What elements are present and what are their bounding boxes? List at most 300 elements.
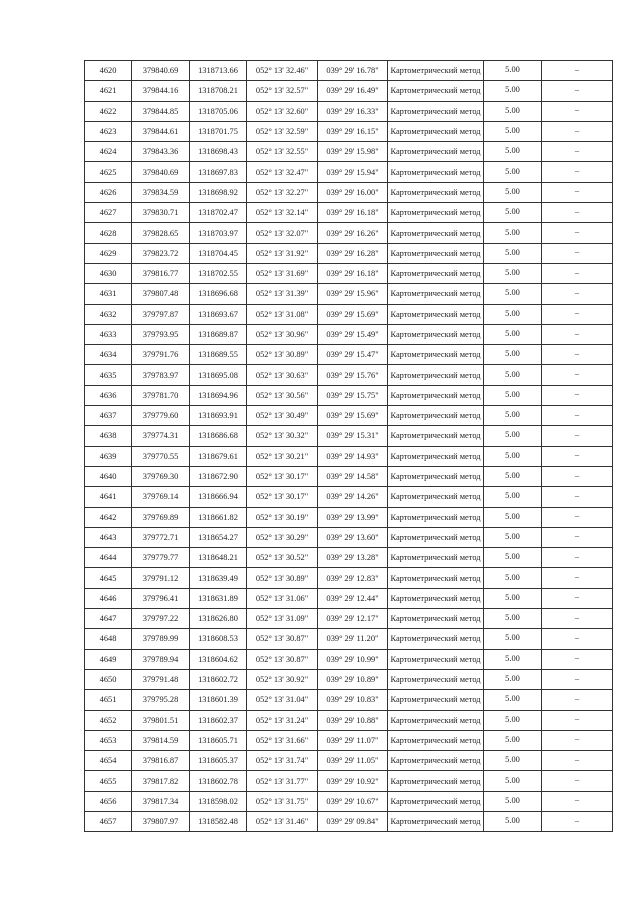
note-value: – bbox=[574, 612, 580, 622]
longitude-cell: 039° 29' 14.26" bbox=[318, 487, 388, 507]
y-coordinate-cell: 1318698.43 bbox=[190, 142, 247, 162]
latitude-cell: 052° 13' 31.09" bbox=[247, 609, 318, 629]
x-coordinate-cell: 379772.71 bbox=[132, 527, 190, 547]
x-coordinate-cell: 379844.61 bbox=[132, 121, 190, 141]
accuracy-value: 5.00 bbox=[505, 694, 520, 704]
note-cell bbox=[542, 629, 613, 649]
method-cell: Картометрический метод bbox=[388, 690, 484, 710]
latitude-cell: 052° 13' 31.77" bbox=[247, 771, 318, 791]
accuracy-value: 5.00 bbox=[505, 146, 520, 156]
note-value: – bbox=[574, 105, 580, 115]
note-cell bbox=[542, 345, 613, 365]
method-cell: Картометрический метод bbox=[388, 446, 484, 466]
accuracy-value: 5.00 bbox=[505, 329, 520, 338]
accuracy-value: 5.00 bbox=[505, 714, 520, 724]
accuracy-value: 5.00 bbox=[505, 105, 520, 115]
note-value: – bbox=[574, 632, 580, 642]
accuracy-value: 5.00 bbox=[505, 207, 520, 217]
x-coordinate-cell: 379823.72 bbox=[132, 243, 190, 263]
accuracy-value: 5.00 bbox=[505, 755, 520, 765]
method-cell: Картометрический метод bbox=[388, 751, 484, 771]
method-cell: Картометрический метод bbox=[388, 669, 484, 689]
accuracy-cell bbox=[484, 730, 542, 750]
note-cell bbox=[542, 751, 613, 771]
point-number-cell: 4636 bbox=[85, 385, 132, 405]
longitude-cell: 039° 29' 11.05" bbox=[318, 751, 388, 771]
method-cell: Картометрический метод bbox=[388, 406, 484, 426]
longitude-cell: 039° 29' 15.76" bbox=[318, 365, 388, 385]
accuracy-value: 5.00 bbox=[505, 369, 520, 379]
x-coordinate-cell: 379769.14 bbox=[132, 487, 190, 507]
latitude-cell: 052° 13' 30.63" bbox=[247, 365, 318, 385]
table-row bbox=[85, 629, 613, 649]
table-row bbox=[85, 609, 613, 629]
table-row bbox=[85, 223, 613, 243]
note-value: – bbox=[574, 450, 580, 460]
x-coordinate-cell: 379779.60 bbox=[132, 406, 190, 426]
note-cell bbox=[542, 730, 613, 750]
note-value: – bbox=[574, 84, 580, 94]
longitude-cell: 039° 29' 15.69" bbox=[318, 304, 388, 324]
note-value: – bbox=[574, 308, 580, 318]
y-coordinate-cell: 1318672.90 bbox=[190, 466, 247, 486]
note-value: – bbox=[574, 64, 580, 74]
latitude-cell: 052° 13' 30.96" bbox=[247, 324, 318, 344]
latitude-cell: 052° 13' 32.46" bbox=[247, 61, 318, 81]
accuracy-value: 5.00 bbox=[505, 653, 520, 663]
accuracy-cell bbox=[484, 609, 542, 629]
accuracy-value: 5.00 bbox=[505, 247, 520, 257]
x-coordinate-cell: 379791.12 bbox=[132, 568, 190, 588]
table-row bbox=[85, 365, 613, 385]
table-row bbox=[85, 548, 613, 568]
note-value: – bbox=[574, 287, 580, 297]
longitude-cell: 039° 29' 09.84" bbox=[318, 811, 388, 831]
note-cell bbox=[542, 81, 613, 101]
accuracy-cell bbox=[484, 426, 542, 446]
accuracy-cell bbox=[484, 669, 542, 689]
x-coordinate-cell: 379844.16 bbox=[132, 81, 190, 101]
latitude-cell: 052° 13' 32.57" bbox=[247, 81, 318, 101]
x-coordinate-cell: 379791.76 bbox=[132, 345, 190, 365]
accuracy-value: 5.00 bbox=[505, 795, 520, 805]
table-row bbox=[85, 710, 613, 730]
point-number-cell: 4626 bbox=[85, 182, 132, 202]
note-value: – bbox=[574, 754, 580, 764]
y-coordinate-cell: 1318695.08 bbox=[190, 365, 247, 385]
y-coordinate-cell: 1318705.06 bbox=[190, 101, 247, 121]
longitude-cell: 039° 29' 15.31" bbox=[318, 426, 388, 446]
latitude-cell: 052° 13' 30.52" bbox=[247, 548, 318, 568]
accuracy-cell bbox=[484, 385, 542, 405]
note-cell bbox=[542, 609, 613, 629]
longitude-cell: 039° 29' 16.28" bbox=[318, 243, 388, 263]
table-row bbox=[85, 588, 613, 608]
accuracy-cell bbox=[484, 507, 542, 527]
latitude-cell: 052° 13' 30.92" bbox=[247, 669, 318, 689]
y-coordinate-cell: 1318661.82 bbox=[190, 507, 247, 527]
y-coordinate-cell: 1318598.02 bbox=[190, 791, 247, 811]
table-row bbox=[85, 730, 613, 750]
table-row bbox=[85, 121, 613, 141]
latitude-cell: 052° 13' 31.39" bbox=[247, 284, 318, 304]
note-value: – bbox=[574, 328, 580, 338]
note-value: – bbox=[574, 531, 580, 541]
note-value: – bbox=[574, 145, 580, 155]
latitude-cell: 052° 13' 32.27" bbox=[247, 182, 318, 202]
point-number-cell: 4646 bbox=[85, 588, 132, 608]
accuracy-value: 5.00 bbox=[505, 450, 520, 460]
accuracy-value: 5.00 bbox=[505, 816, 520, 826]
accuracy-value: 5.00 bbox=[505, 613, 520, 623]
method-cell: Картометрический метод bbox=[388, 263, 484, 283]
longitude-cell: 039° 29' 15.98" bbox=[318, 142, 388, 162]
table-row bbox=[85, 61, 613, 81]
x-coordinate-cell: 379781.70 bbox=[132, 385, 190, 405]
table-row bbox=[85, 162, 613, 182]
point-number-cell: 4650 bbox=[85, 669, 132, 689]
note-cell bbox=[542, 588, 613, 608]
accuracy-cell bbox=[484, 527, 542, 547]
y-coordinate-cell: 1318689.55 bbox=[190, 345, 247, 365]
accuracy-cell bbox=[484, 446, 542, 466]
accuracy-value: 5.00 bbox=[505, 166, 520, 176]
x-coordinate-cell: 379769.89 bbox=[132, 507, 190, 527]
table-row bbox=[85, 527, 613, 547]
longitude-cell: 039° 29' 16.26" bbox=[318, 223, 388, 243]
y-coordinate-cell: 1318693.67 bbox=[190, 304, 247, 324]
method-cell: Картометрический метод bbox=[388, 629, 484, 649]
latitude-cell: 052° 13' 30.29" bbox=[247, 527, 318, 547]
method-cell: Картометрический метод bbox=[388, 588, 484, 608]
latitude-cell: 052° 13' 32.14" bbox=[247, 203, 318, 223]
y-coordinate-cell: 1318602.78 bbox=[190, 771, 247, 791]
point-number-cell: 4643 bbox=[85, 527, 132, 547]
accuracy-value: 5.00 bbox=[505, 572, 520, 582]
note-cell bbox=[542, 263, 613, 283]
point-number-cell: 4654 bbox=[85, 751, 132, 771]
point-number-cell: 4645 bbox=[85, 568, 132, 588]
latitude-cell: 052° 13' 32.47" bbox=[247, 162, 318, 182]
point-number-cell: 4624 bbox=[85, 142, 132, 162]
x-coordinate-cell: 379843.36 bbox=[132, 142, 190, 162]
accuracy-cell bbox=[484, 568, 542, 588]
longitude-cell: 039° 29' 16.49" bbox=[318, 81, 388, 101]
longitude-cell: 039° 29' 10.67" bbox=[318, 791, 388, 811]
y-coordinate-cell: 1318704.45 bbox=[190, 243, 247, 263]
method-cell: Картометрический метод bbox=[388, 385, 484, 405]
longitude-cell: 039° 29' 10.83" bbox=[318, 690, 388, 710]
latitude-cell: 052° 13' 31.74" bbox=[247, 751, 318, 771]
point-number-cell: 4644 bbox=[85, 548, 132, 568]
latitude-cell: 052° 13' 30.56" bbox=[247, 385, 318, 405]
accuracy-cell bbox=[484, 304, 542, 324]
accuracy-value: 5.00 bbox=[505, 734, 520, 744]
note-value: – bbox=[574, 389, 580, 399]
point-number-cell: 4648 bbox=[85, 629, 132, 649]
point-number-cell: 4652 bbox=[85, 710, 132, 730]
latitude-cell: 052° 13' 31.92" bbox=[247, 243, 318, 263]
note-cell bbox=[542, 568, 613, 588]
longitude-cell: 039° 29' 14.93" bbox=[318, 446, 388, 466]
latitude-cell: 052° 13' 31.06" bbox=[247, 588, 318, 608]
table-row bbox=[85, 81, 613, 101]
table-row bbox=[85, 507, 613, 527]
note-value: – bbox=[574, 369, 580, 379]
longitude-cell: 039° 29' 16.15" bbox=[318, 121, 388, 141]
table-row bbox=[85, 426, 613, 446]
accuracy-cell bbox=[484, 121, 542, 141]
longitude-cell: 039° 29' 16.33" bbox=[318, 101, 388, 121]
longitude-cell: 039° 29' 15.96" bbox=[318, 284, 388, 304]
note-cell bbox=[542, 527, 613, 547]
y-coordinate-cell: 1318713.66 bbox=[190, 61, 247, 81]
note-value: – bbox=[574, 227, 580, 237]
y-coordinate-cell: 1318639.49 bbox=[190, 568, 247, 588]
method-cell: Картометрический метод bbox=[388, 142, 484, 162]
accuracy-cell bbox=[484, 710, 542, 730]
method-cell: Картометрический метод bbox=[388, 182, 484, 202]
latitude-cell: 052° 13' 31.08" bbox=[247, 304, 318, 324]
longitude-cell: 039° 29' 13.28" bbox=[318, 548, 388, 568]
longitude-cell: 039° 29' 13.99" bbox=[318, 507, 388, 527]
note-cell bbox=[542, 304, 613, 324]
point-number-cell: 4622 bbox=[85, 101, 132, 121]
accuracy-cell bbox=[484, 365, 542, 385]
latitude-cell: 052° 13' 30.89" bbox=[247, 568, 318, 588]
y-coordinate-cell: 1318654.27 bbox=[190, 527, 247, 547]
method-cell: Картометрический метод bbox=[388, 730, 484, 750]
accuracy-cell bbox=[484, 223, 542, 243]
accuracy-value: 5.00 bbox=[505, 288, 520, 298]
point-number-cell: 4625 bbox=[85, 162, 132, 182]
note-cell bbox=[542, 690, 613, 710]
point-number-cell: 4623 bbox=[85, 121, 132, 141]
note-cell bbox=[542, 243, 613, 263]
note-value: – bbox=[574, 206, 580, 216]
accuracy-value: 5.00 bbox=[505, 308, 520, 318]
note-value: – bbox=[574, 653, 580, 663]
y-coordinate-cell: 1318697.83 bbox=[190, 162, 247, 182]
note-value: – bbox=[574, 775, 580, 785]
note-cell bbox=[542, 669, 613, 689]
note-value: – bbox=[574, 714, 580, 724]
method-cell: Картометрический метод bbox=[388, 710, 484, 730]
x-coordinate-cell: 379797.22 bbox=[132, 609, 190, 629]
point-number-cell: 4653 bbox=[85, 730, 132, 750]
table-row bbox=[85, 182, 613, 202]
x-coordinate-cell: 379791.48 bbox=[132, 669, 190, 689]
note-cell bbox=[542, 61, 613, 81]
longitude-cell: 039° 29' 12.17" bbox=[318, 609, 388, 629]
x-coordinate-cell: 379807.48 bbox=[132, 284, 190, 304]
note-cell bbox=[542, 223, 613, 243]
note-cell bbox=[542, 649, 613, 669]
table-row bbox=[85, 101, 613, 121]
latitude-cell: 052° 13' 30.87" bbox=[247, 649, 318, 669]
x-coordinate-cell: 379807.97 bbox=[132, 811, 190, 831]
note-cell bbox=[542, 710, 613, 730]
y-coordinate-cell: 1318708.21 bbox=[190, 81, 247, 101]
y-coordinate-cell: 1318602.37 bbox=[190, 710, 247, 730]
accuracy-cell bbox=[484, 487, 542, 507]
accuracy-value: 5.00 bbox=[505, 227, 520, 237]
y-coordinate-cell: 1318686.68 bbox=[190, 426, 247, 446]
note-value: – bbox=[574, 693, 580, 703]
y-coordinate-cell: 1318602.72 bbox=[190, 669, 247, 689]
accuracy-value: 5.00 bbox=[505, 511, 520, 521]
x-coordinate-cell: 379816.77 bbox=[132, 263, 190, 283]
accuracy-cell bbox=[484, 588, 542, 608]
y-coordinate-cell: 1318702.55 bbox=[190, 263, 247, 283]
longitude-cell: 039° 29' 16.18" bbox=[318, 203, 388, 223]
note-cell bbox=[542, 811, 613, 831]
latitude-cell: 052° 13' 31.66" bbox=[247, 730, 318, 750]
point-number-cell: 4633 bbox=[85, 324, 132, 344]
accuracy-value: 5.00 bbox=[505, 592, 520, 602]
table-row bbox=[85, 304, 613, 324]
point-number-cell: 4649 bbox=[85, 649, 132, 669]
accuracy-cell bbox=[484, 466, 542, 486]
y-coordinate-cell: 1318689.87 bbox=[190, 324, 247, 344]
table-row bbox=[85, 669, 613, 689]
point-number-cell: 4641 bbox=[85, 487, 132, 507]
latitude-cell: 052° 13' 32.60" bbox=[247, 101, 318, 121]
point-number-cell: 4630 bbox=[85, 263, 132, 283]
latitude-cell: 052° 13' 30.32" bbox=[247, 426, 318, 446]
accuracy-cell bbox=[484, 811, 542, 831]
longitude-cell: 039° 29' 11.07" bbox=[318, 730, 388, 750]
note-value: – bbox=[574, 409, 580, 419]
x-coordinate-cell: 379783.97 bbox=[132, 365, 190, 385]
table-row bbox=[85, 324, 613, 344]
note-cell bbox=[542, 446, 613, 466]
method-cell: Картометрический метод bbox=[388, 507, 484, 527]
y-coordinate-cell: 1318601.39 bbox=[190, 690, 247, 710]
method-cell: Картометрический метод bbox=[388, 466, 484, 486]
y-coordinate-cell: 1318702.47 bbox=[190, 203, 247, 223]
longitude-cell: 039° 29' 16.00" bbox=[318, 182, 388, 202]
latitude-cell: 052° 13' 30.87" bbox=[247, 629, 318, 649]
longitude-cell: 039° 29' 15.69" bbox=[318, 406, 388, 426]
accuracy-value: 5.00 bbox=[505, 531, 520, 541]
method-cell: Картометрический метод bbox=[388, 771, 484, 791]
y-coordinate-cell: 1318698.92 bbox=[190, 182, 247, 202]
x-coordinate-cell: 379789.99 bbox=[132, 629, 190, 649]
method-cell: Картометрический метод bbox=[388, 527, 484, 547]
x-coordinate-cell: 379779.77 bbox=[132, 548, 190, 568]
point-number-cell: 4655 bbox=[85, 771, 132, 791]
note-cell bbox=[542, 466, 613, 486]
point-number-cell: 4639 bbox=[85, 446, 132, 466]
longitude-cell: 039° 29' 12.83" bbox=[318, 568, 388, 588]
table-row bbox=[85, 791, 613, 811]
note-value: – bbox=[574, 490, 580, 500]
y-coordinate-cell: 1318679.61 bbox=[190, 446, 247, 466]
note-value: – bbox=[574, 247, 580, 257]
y-coordinate-cell: 1318694.96 bbox=[190, 385, 247, 405]
method-cell: Картометрический метод bbox=[388, 649, 484, 669]
method-cell: Картометрический метод bbox=[388, 345, 484, 365]
method-cell: Картометрический метод bbox=[388, 324, 484, 344]
point-number-cell: 4637 bbox=[85, 406, 132, 426]
note-cell bbox=[542, 406, 613, 426]
point-number-cell: 4656 bbox=[85, 791, 132, 811]
accuracy-value: 5.00 bbox=[505, 389, 520, 399]
x-coordinate-cell: 379789.94 bbox=[132, 649, 190, 669]
table-row bbox=[85, 385, 613, 405]
point-number-cell: 4657 bbox=[85, 811, 132, 831]
table-row bbox=[85, 406, 613, 426]
accuracy-cell bbox=[484, 324, 542, 344]
note-cell bbox=[542, 771, 613, 791]
point-number-cell: 4620 bbox=[85, 61, 132, 81]
note-value: – bbox=[574, 429, 580, 439]
point-number-cell: 4638 bbox=[85, 426, 132, 446]
accuracy-value: 5.00 bbox=[505, 430, 520, 440]
table-row bbox=[85, 243, 613, 263]
note-cell bbox=[542, 385, 613, 405]
y-coordinate-cell: 1318631.89 bbox=[190, 588, 247, 608]
x-coordinate-cell: 379796.41 bbox=[132, 588, 190, 608]
method-cell: Картометрический метод bbox=[388, 203, 484, 223]
point-number-cell: 4621 bbox=[85, 81, 132, 101]
longitude-cell: 039° 29' 10.99" bbox=[318, 649, 388, 669]
x-coordinate-cell: 379840.69 bbox=[132, 162, 190, 182]
accuracy-cell bbox=[484, 406, 542, 426]
latitude-cell: 052° 13' 30.17" bbox=[247, 466, 318, 486]
x-coordinate-cell: 379840.69 bbox=[132, 61, 190, 81]
table-row bbox=[85, 751, 613, 771]
accuracy-value: 5.00 bbox=[505, 633, 520, 643]
y-coordinate-cell: 1318648.21 bbox=[190, 548, 247, 568]
note-value: – bbox=[574, 815, 580, 825]
note-cell bbox=[542, 162, 613, 182]
table-row bbox=[85, 345, 613, 365]
point-number-cell: 4642 bbox=[85, 507, 132, 527]
accuracy-cell bbox=[484, 345, 542, 365]
latitude-cell: 052° 13' 31.46" bbox=[247, 811, 318, 831]
method-cell: Картометрический метод bbox=[388, 791, 484, 811]
x-coordinate-cell: 379817.82 bbox=[132, 771, 190, 791]
note-cell bbox=[542, 507, 613, 527]
point-number-cell: 4640 bbox=[85, 466, 132, 486]
method-cell: Картометрический метод bbox=[388, 365, 484, 385]
note-cell bbox=[542, 101, 613, 121]
longitude-cell: 039° 29' 16.78" bbox=[318, 61, 388, 81]
latitude-cell: 052° 13' 30.17" bbox=[247, 487, 318, 507]
longitude-cell: 039° 29' 10.89" bbox=[318, 669, 388, 689]
longitude-cell: 039° 29' 16.18" bbox=[318, 263, 388, 283]
accuracy-cell bbox=[484, 548, 542, 568]
accuracy-value: 5.00 bbox=[505, 410, 520, 420]
longitude-cell: 039° 29' 12.44" bbox=[318, 588, 388, 608]
accuracy-cell bbox=[484, 649, 542, 669]
latitude-cell: 052° 13' 32.07" bbox=[247, 223, 318, 243]
table-row bbox=[85, 690, 613, 710]
note-value: – bbox=[574, 592, 580, 602]
y-coordinate-cell: 1318693.91 bbox=[190, 406, 247, 426]
table-row bbox=[85, 811, 613, 831]
method-cell: Картометрический метод bbox=[388, 101, 484, 121]
latitude-cell: 052° 13' 32.59" bbox=[247, 121, 318, 141]
y-coordinate-cell: 1318666.94 bbox=[190, 487, 247, 507]
method-cell: Картометрический метод bbox=[388, 223, 484, 243]
y-coordinate-cell: 1318701.75 bbox=[190, 121, 247, 141]
latitude-cell: 052° 13' 30.89" bbox=[247, 345, 318, 365]
method-cell: Картометрический метод bbox=[388, 811, 484, 831]
accuracy-value: 5.00 bbox=[505, 65, 520, 75]
